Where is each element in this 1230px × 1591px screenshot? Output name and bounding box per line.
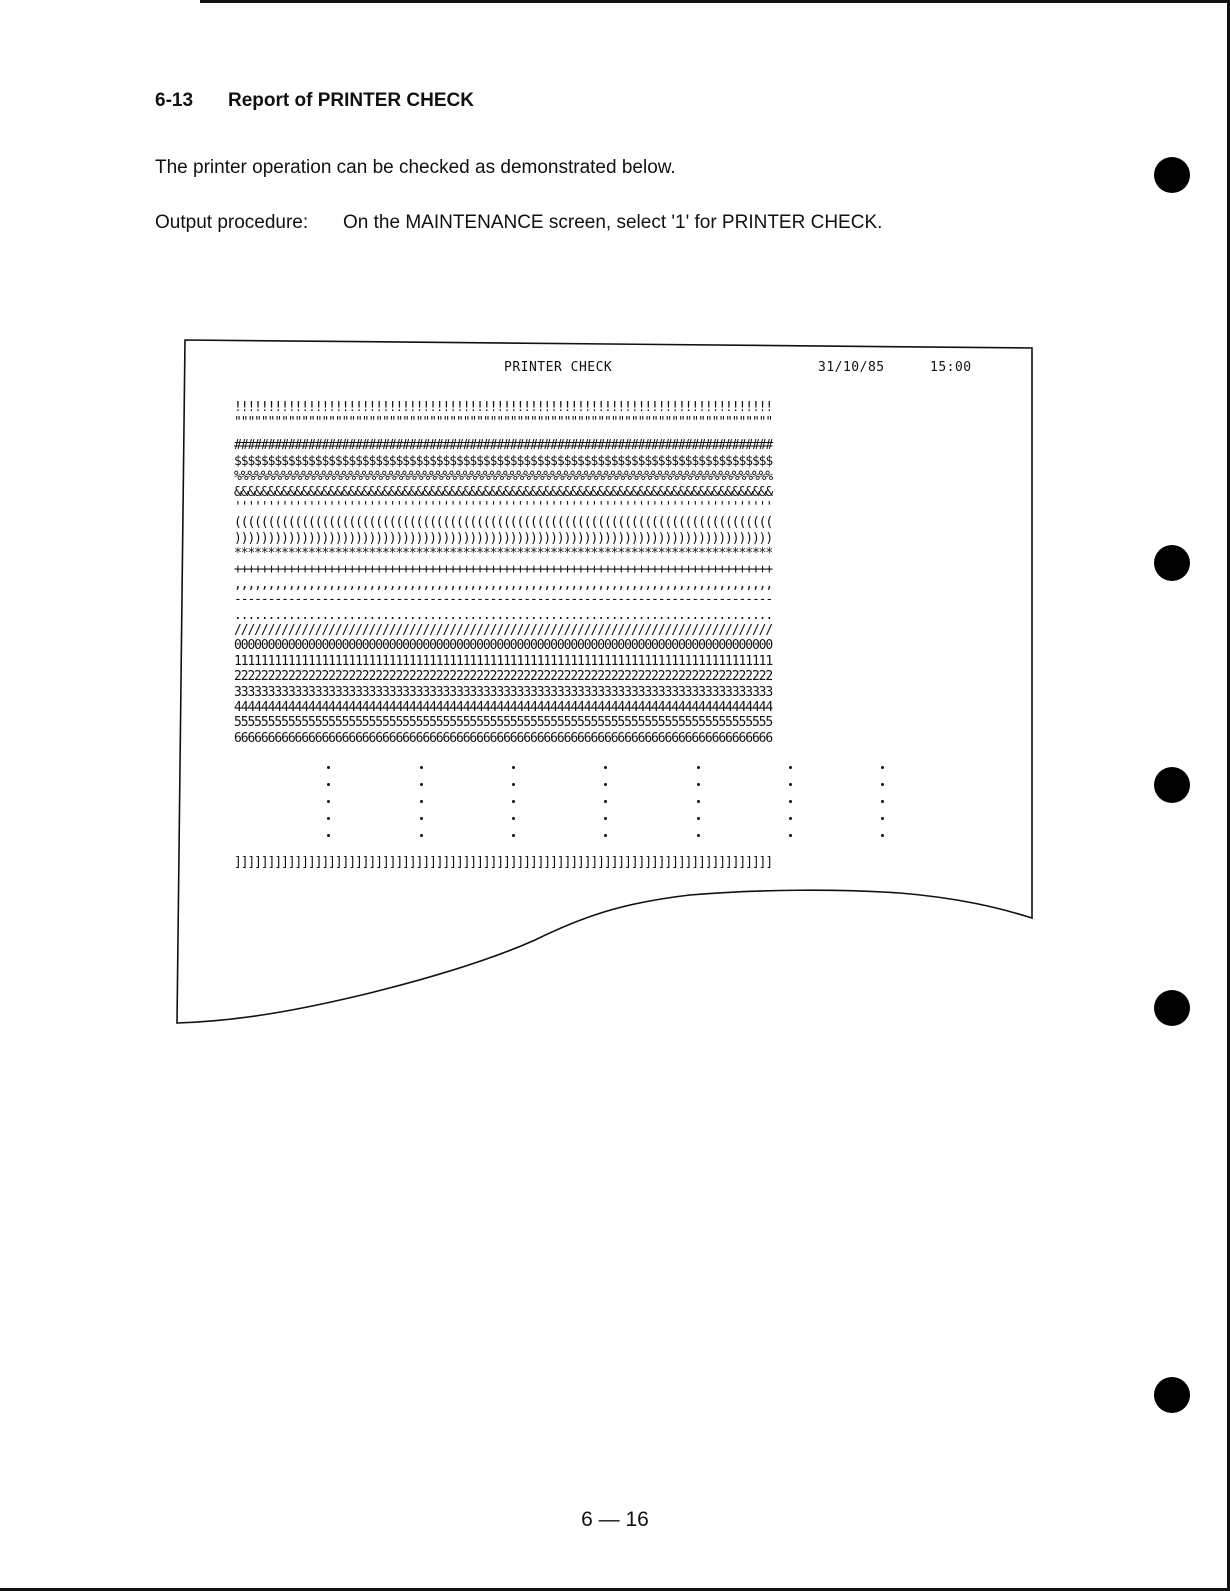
ellipsis-dots <box>327 766 330 838</box>
print-row: 55555555555555555555555555555555555555555555555555555555555555555555555555555555 <box>234 715 773 731</box>
print-row: )))))))))))))))))))))))))))))))))))))))))))))))))))))))))))))))))))))))))))))))) <box>234 530 773 546</box>
print-row: 66666666666666666666666666666666666666666666666666666666666666666666666666666666 <box>234 730 773 746</box>
print-row: 11111111111111111111111111111111111111111111111111111111111111111111111111111111 <box>234 653 773 669</box>
page-number: 6 — 16 <box>581 1508 649 1531</box>
section-number: 6-13 <box>155 90 194 111</box>
intro-paragraph: The printer operation can be checked as demonstrated below. <box>155 157 676 178</box>
ellipsis-dots <box>420 766 423 838</box>
print-row: !!!!!!!!!!!!!!!!!!!!!!!!!!!!!!!!!!!!!!!!!!!!!!!!!!!!!!!!!!!!!!!!!!!!!!!!!!!!!!!! <box>234 400 773 415</box>
section-title: Report of PRINTER CHECK <box>228 90 474 111</box>
print-row: 44444444444444444444444444444444444444444444444444444444444444444444444444444444 <box>234 700 773 716</box>
printout-title: PRINTER CHECK <box>504 360 613 375</box>
print-row: -------------------------------------------------------------------------------- <box>234 592 773 608</box>
print-row: ################################################################################ <box>234 438 773 454</box>
ellipsis-dots <box>881 766 884 838</box>
procedure-text: On the MAINTENANCE screen, select '1' for PRINTER CHECK. <box>343 212 883 233</box>
print-row-last: ]]]]]]]]]]]]]]]]]]]]]]]]]]]]]]]]]]]]]]]]]]]]]]]]]]]]]]]]]]]]]]]]]]]]]]]]]]]]]]]] <box>234 855 773 870</box>
printout-character-rows <box>234 400 979 746</box>
print-row: """""""""""""""""""""""""""""""""""""""""""""""""""""""""""""""""""""""""""""""" <box>234 415 773 431</box>
print-row: '''''''''''''''''''''''''''''''''''''''''''''''''''''''''''''''''''''''''''''''' <box>234 499 773 515</box>
print-row: (((((((((((((((((((((((((((((((((((((((((((((((((((((((((((((((((((((((((((((((( <box>234 515 773 531</box>
print-row: $$$$$$$$$$$$$$$$$$$$$$$$$$$$$$$$$$$$$$$$$$$$$$$$$$$$$$$$$$$$$$$$$$$$$$$$$$$$$$$$ <box>234 453 773 469</box>
print-row: 33333333333333333333333333333333333333333333333333333333333333333333333333333333 <box>234 684 773 700</box>
ellipsis-dots <box>512 766 515 838</box>
procedure-label: Output procedure: <box>155 212 309 233</box>
ellipsis-dots <box>604 766 607 838</box>
printout-time: 15:00 <box>930 360 972 375</box>
print-row: %%%%%%%%%%%%%%%%%%%%%%%%%%%%%%%%%%%%%%%%%%%%%%%%%%%%%%%%%%%%%%%%%%%%%%%%%%%%%%%% <box>234 469 773 485</box>
print-row: ................................................................................ <box>234 607 773 623</box>
print-row: 22222222222222222222222222222222222222222222222222222222222222222222222222222222 <box>234 669 773 685</box>
print-row: 00000000000000000000000000000000000000000000000000000000000000000000000000000000 <box>234 638 773 654</box>
printout-date: 31/10/85 <box>818 360 885 375</box>
print-row: ++++++++++++++++++++++++++++++++++++++++++++++++++++++++++++++++++++++++++++++++ <box>234 561 773 577</box>
print-row: ******************************************************************************** <box>234 546 773 562</box>
print-row: &&&&&&&&&&&&&&&&&&&&&&&&&&&&&&&&&&&&&&&&&&&&&&&&&&&&&&&&&&&&&&&&&&&&&&&&&&&&&&&& <box>234 484 773 500</box>
print-row: //////////////////////////////////////////////////////////////////////////////// <box>234 623 773 639</box>
print-row: ,,,,,,,,,,,,,,,,,,,,,,,,,,,,,,,,,,,,,,,,,,,,,,,,,,,,,,,,,,,,,,,,,,,,,,,,,,,,,,,, <box>234 576 773 592</box>
ellipsis-dots <box>697 766 700 838</box>
ellipsis-dots <box>789 766 792 838</box>
